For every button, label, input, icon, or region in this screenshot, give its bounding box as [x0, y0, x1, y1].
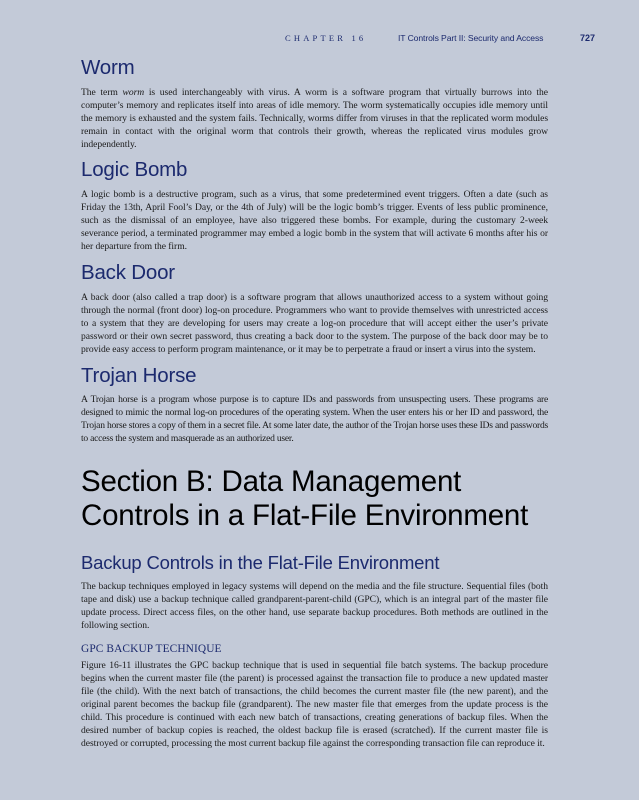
- worm-term: worm: [122, 87, 145, 98]
- trojan-horse-paragraph: A Trojan horse is a program whose purpose is to capture IDs and passwords from unsuspecting users. These programs are designed to mimic the normal log-on procedures of the operating system. When the user enters his or her ID and password, the Trojan horse stores a copy of them in a secret file. At some later date, the author of the Trojan horse uses these IDs and passwords to access the system and masquerade as an authorized user.: [81, 394, 548, 444]
- section-b-title-line1: Section B: Data Management: [81, 465, 462, 498]
- page-number: 727: [580, 33, 596, 43]
- worm-paragraph: [81, 86, 548, 151]
- running-head: [0, 33, 639, 45]
- trojan-horse-heading: Trojan Horse: [81, 364, 197, 387]
- section-b-title-line2: Controls in a Flat-File Environment: [81, 499, 529, 532]
- chapter-label: CHAPTER 16: [285, 33, 367, 43]
- section-b-title: [81, 465, 548, 533]
- gpc-heading: GPC BACKUP TECHNIQUE: [81, 643, 222, 655]
- worm-text-rest: is used interchangeably with virus. A worm is a software program that virtually burrows into the computer’s memory and replicates itself into areas of idle memory. The worm systematically occupies idle memory until the memory is exhausted and the system fails. Technically, worms differ from viruses in that the replicated worm modules remain in contact with the original worm that controls their growth, whereas the replicated virus modules grow independently.: [81, 87, 549, 150]
- gpc-paragraph: Figure 16-11 illustrates the GPC backup technique that is used in sequential file batch systems. The backup procedure begins when the current master file (the parent) is processed against the transaction file to produce a new updated master file (the child). With the next batch of transactions, the child becomes the current master file (the new parent), and the original parent becomes the backup file (grandparent). The new master file that emerges from the update process is the child. This procedure is continued with each new batch of transactions, creating generations of backup files. When the desired number of backup copies is reached, the oldest backup file is erased (scratched). If the current master file is destroyed or corrupted, processing the most current backup file against the corresponding transaction file can reproduce it.: [81, 660, 548, 749]
- logic-bomb-heading: Logic Bomb: [81, 158, 188, 181]
- backup-controls-heading: Backup Controls in the Flat-File Environment: [81, 552, 440, 573]
- worm-heading: Worm: [81, 56, 135, 79]
- back-door-paragraph: A back door (also called a trap door) is a software program that allows unauthorized access to a system without going through the normal (front door) log-on procedure. Programmers who want to provide themselves with unrestricted access to a system that they are developing for users may create a log-on procedure that will accept either the user’s private password or their own secret password, thus creating a back door to the system. The purpose of the back door may be to provide easy access to perform program maintenance, or it may be to perpetrate a fraud or insert a virus into the system.: [81, 292, 548, 355]
- back-door-heading: Back Door: [81, 261, 175, 284]
- backup-controls-paragraph: The backup techniques employed in legacy systems will depend on the media and the file structure. Sequential files (both tape and disk) use a backup technique called grandparent-parent-child (GPC), which is an integral part of the master file update process. Direct access files, on the other hand, use separate backup procedures. Both methods are outlined in the following section.: [81, 581, 548, 631]
- worm-text-start: The term: [81, 87, 123, 98]
- page-content: [81, 54, 548, 750]
- logic-bomb-paragraph: A logic bomb is a destructive program, such as a virus, that some predetermined event triggers. Often a date (such as Friday the 13th, April Fool’s Day, or the 4th of July) will be the logic bomb’s trigger. Events of less public prominence, such as the dismissal of an employee, have also triggered these bombs. For example, during the customary 2-week severance period, a terminated programmer may embed a logic bomb in the system that will activate 6 months after his or her departure from the firm.: [81, 189, 548, 252]
- chapter-title: IT Controls Part II: Security and Access: [398, 33, 544, 43]
